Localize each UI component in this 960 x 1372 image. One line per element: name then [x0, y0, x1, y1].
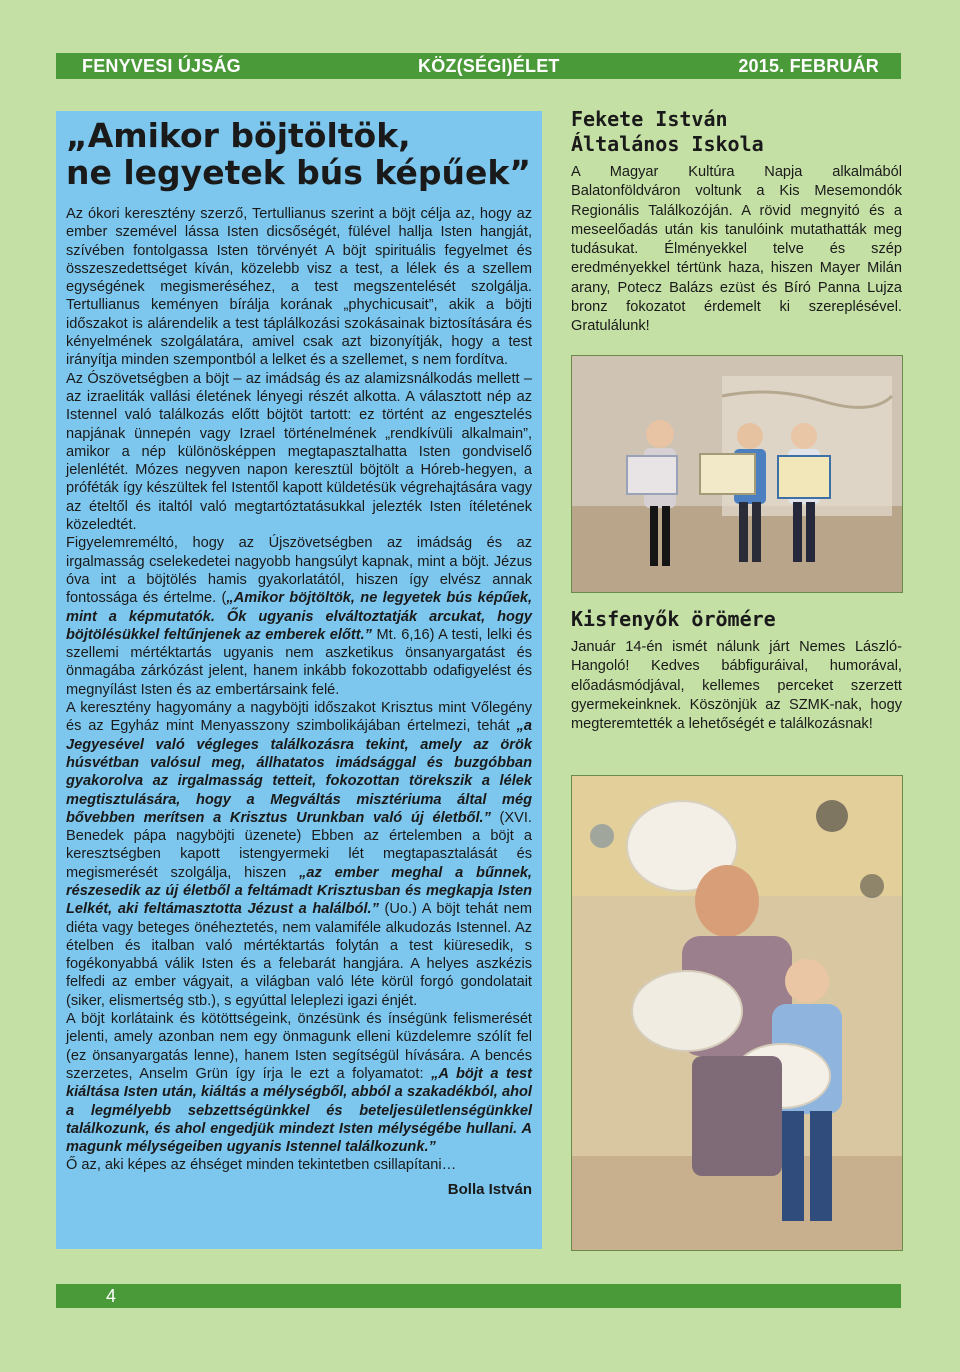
article-text: A keresztény hagyomány a nagyböjti időszakot Krisztus mint Vőlegény és az Egyház mint Menyasszony szimbolikájában értelmezi, tehát — [66, 700, 532, 735]
article-text: A böjt korlátaink és kötöttségeink, önzésünk és ínségünk felismerését jelenti, amely azonban nem egy önmagunk elleni küzdelemre szólít fel (ez önsanyargatás lenne), hanem Isten segítségül hívására. A bencés szerzetes, Anselm Grün így írja le ezt a folyamatot: — [66, 1011, 532, 1082]
kids-text: Január 14-én ismét nálunk járt Nemes László-Hangoló! Kedves bábfiguráival, humorával, előadásmódjával, kellemes perceket szerzett gyermekeinknek. Köszönjük az SZMK-nak, hogy megteremtették a lehetőségét e találkozásnak! — [571, 639, 902, 733]
school-title-line2: Általános Iskola — [571, 132, 764, 156]
article-quote: „A böjt a test kiáltása Isten után, kiáltás a mélységből, abból a szakadékból, ahol a legmélyebb sebzettségünkkel és beteljesületlenségünkkel találkozunk, és ahol engedjük mindezt Isten mélységébe hullani. A magunk mélységeiben ugyanis Istennel találkozunk.” — [66, 1065, 532, 1156]
article-paragraph — [66, 370, 532, 535]
article-paragraph — [66, 534, 532, 699]
school-section — [571, 107, 902, 337]
article-text: Ő az, aki képes az éhséget minden tekintetben csillapítani… — [66, 1157, 457, 1174]
article-text: Az ókori keresztény szerző, Tertullianus szerint a böjt célja az, hogy az ember szemével lássa Isten dicsőségét, fülével hallja Isten hangját, szívében fontolgassa Isten törvényét A böjt spirituális fegyelmet és összeszedettséget kíván, közelebb visz a test, a lélek és a szellem egységének megismeréséhez, a test megszentelését szolgálja. Tertullianus keményen bírálja korának „phychicusait”, akik a böjti időszakot is alárendelik a test táplálkozási szokásainak biztosítására és kényelmének szolgálatára, amivel csak azt bizonyítják, hogy a test irányítja minden szempontból a lelket és a szellemet, s nem fordítva. — [66, 206, 532, 369]
footer-bar — [56, 1284, 901, 1308]
article-column — [56, 111, 542, 1249]
article-title-line1: „Amikor böjtöltök, — [66, 116, 411, 155]
school-title-line1: Fekete István — [571, 107, 728, 131]
school-children-photo-illustration — [572, 356, 902, 592]
article-title — [66, 117, 532, 191]
issue-date: 2015. FEBRUÁR — [738, 56, 879, 76]
article-body — [66, 205, 532, 1175]
kids-title: Kisfenyők örömére — [571, 607, 776, 631]
article-title-line2: ne legyetek bús képűek” — [66, 153, 531, 192]
kids-section — [571, 607, 902, 734]
article-paragraph — [66, 1010, 532, 1156]
section-name: KÖZ(SÉGI)ÉLET — [418, 56, 560, 76]
article-paragraph — [66, 205, 532, 370]
article-text: Figyelemreméltó, hogy az Újszövetségben az imádság és az irgalmasság cselekedetei nagyobb hangsúlyt kapnak, mint a böjt. Jézus óva int a böjtölés hamis gyakorlatától, hiszen így elvész annak fontossága és értelme. ( — [66, 535, 532, 607]
school-children-photo — [571, 355, 903, 593]
school-title — [571, 107, 902, 157]
article-quote: „Amikor böjtöltök, ne legyetek bús képűek, mint a képmutatók. Ők ugyanis elváltoztatják arcukat, hogy böjtölésükkel feltűnjenek az emberek előtt.” — [66, 590, 533, 643]
article-author: Bolla István — [447, 1180, 532, 1198]
article-text: (Uo.) A böjt tehát nem diéta vagy beteges önéheztetés, nem valamiféle alkudozás Istennel. Az ételben és italban való mértéktartás folytán a test kiüresedik, s fogékonyabbá válik Isten és a felebarát hangjára. A helyes aszkézis felfedi az ember vágyait, a világban való léte körül forgó gondolatait (siker, elismertség stb.), s egyúttal leleplezi igazi énjét. — [66, 901, 532, 1009]
school-text: A Magyar Kultúra Napja alkalmából Balatonföldváron voltunk a Kis Mesemondók Regionális Találkozóján. A rövid megnyitó és a meseelőadás után kis tanulóink mutathatták meg tudásukat. Élményekkel telve és szép eredményekkel tértünk haza, hiszen Mayer Milán arany, Potecz Balázs ezüst és Bíró Panna Lujza bronz fokozatot érdemelt ki szereplésével. Gratulálunk! — [571, 164, 902, 335]
article-paragraph — [66, 699, 532, 1010]
puppeteer-photo — [571, 775, 903, 1251]
article-quote: „a Jegyesével való végleges találkozásra tekint, amely az örök húsvétban valósul meg, állhatatos imádsággal és buzgóbban gyakorolva az irgalmasság tetteit, fokozottan törekszik a lélek megtisztulására, hogy a Megváltás misztériuma által még bővebben merítsen a Krisztus Urunkban való új életből.” — [66, 718, 532, 826]
header-bar — [56, 53, 901, 79]
article-text: (XVI. Benedek pápa nagyböjti üzenete) Ebben az értelemben a böjt a keresztségben kapott istengyermeki lét megtapasztalását és megismerését szolgálja, hiszen — [66, 809, 532, 881]
article-quote: „az ember meghal a bűnnek, részesedik az új életből a feltámadt Krisztusban és megkapja Isten Lelkét, aki feltámasztotta Jézust a halálból.” — [66, 864, 532, 918]
article-paragraph — [66, 1156, 532, 1174]
publication-name: FENYVESI ÚJSÁG — [82, 56, 241, 76]
article-text: Mt. 6,16) A testi, lelki és szellemi mértéktartás ugyanis nem aszketikus önsanyargatást és önmagába zárkózást jelent, hanem inkább fokozottabb odafigyelést és megnyílást Isten és az embertársaink felé. — [66, 626, 532, 698]
page-number: 4 — [106, 1286, 117, 1306]
puppeteer-photo-illustration — [572, 776, 902, 1250]
article-text: Az Ószövetségben a böjt – az imádság és az alamizsnálkodás mellett – az izraeliták vallási életének lényegi részét alkotta. A választott nép az Istennel való találkozás előtt böjtöt tartott: ez történt az engesztelés napjának ünnepén vagy Izrael történelmének „rendkívüli alkalmain”, amikor a nép különösképpen megtapasztalhatta Isten gondviselő jelenlétét. Mózes negyven napon keresztül böjtölt a Hóreb-hegyen, a próféták így készültek fel Istentől kapott küldetésük végrehajtására vagy az ételtől és italtól való megtartóztatásukkal jelezték Isten ítéletének közeledtét. — [66, 370, 532, 534]
